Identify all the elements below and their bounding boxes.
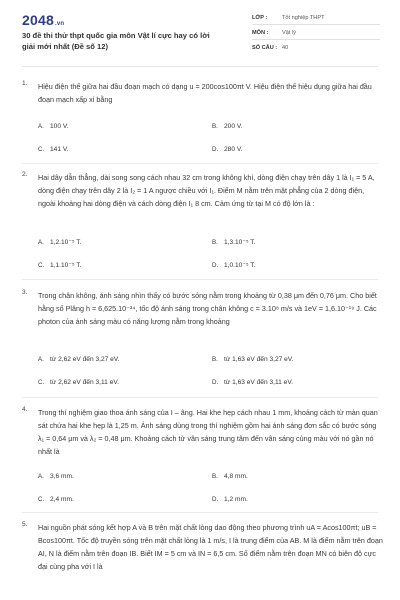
option-text: từ 2,62 eV đến 3,27 eV. xyxy=(50,356,120,363)
option-text: từ 2,62 eV đến 3,11 eV. xyxy=(50,379,119,386)
option-c[interactable] xyxy=(38,379,119,386)
option-text: 1,1.10⁻⁵ T. xyxy=(50,262,82,269)
option-text: 100 V. xyxy=(50,123,69,130)
option-text: 3,6 mm. xyxy=(50,473,74,480)
option-letter: C. xyxy=(38,262,45,269)
question-text: Hai nguồn phát sóng kết hợp A và B trên mặt chất lỏng dao động theo phương trình uA = Acos100πt; uB = Bcos100πt. Tốc độ truyền sóng trên mặt chất lỏng là 1 m/s, I là trung điểm của AB. M là điểm nằm trên đoạn AI, N là điểm nằm trên đoạn IB. Biết IM = 5 cm và IN = 6,5 cm. Số điểm nằm trên đoạn MN có biên độ cực đại cùng pha với I là xyxy=(38,523,383,571)
question-text: Hai dây dẫn thẳng, dài song song cách nhau 32 cm trong không khí, dòng điện chạy trên dây 1 là I₁ = 5 A, dòng điện chạy trên dây 2 là I₂ = 1 A ngược chiều với I₁. Điểm M nằm trên mặt phẳng của 2 dòng điện, ngoài khoảng hai dòng điện và cách dòng điện I₁ 8 cm. Cảm ứng từ tại M có độ lớn là : xyxy=(38,173,375,208)
info-class-label: LỚP : xyxy=(252,15,268,21)
option-b[interactable] xyxy=(212,473,248,480)
info-divider xyxy=(252,39,380,40)
question-divider xyxy=(22,163,378,164)
option-a[interactable] xyxy=(38,238,81,246)
option-text: 4,8 mm. xyxy=(224,473,248,480)
exam-title: 30 đề thi thử thpt quốc gia môn Vật lí cực hay có lời giải mới nhất (Đề số 12) xyxy=(22,31,210,51)
question-text: Trong thí nghiệm giao thoa ánh sáng của I – âng. Hai khe hẹp cách nhau 1 mm, khoảng cách từ màn quan sát chứa hai khe hẹp là 1,25 m. Ánh sáng dùng trong thí nghiệm gồm hai ánh sáng đơn sắc có bước sóng λ₁ = 0,64 μm và λ₂ = 0,48 μm. Khoảng cách từ vân sáng trung tâm đến vân sáng cùng màu với nó gần nó nhất là xyxy=(38,408,378,456)
question-divider xyxy=(22,512,378,513)
option-letter: A. xyxy=(38,356,44,363)
option-letter: B. xyxy=(212,473,218,480)
option-letter: D. xyxy=(212,496,219,503)
question-number: 3. xyxy=(22,289,28,296)
option-a[interactable] xyxy=(38,473,74,480)
question-text: Hiệu điện thế giữa hai đầu đoạn mạch có dạng u = 200cos100πt V. Hiệu điện thế hiệu dụng giữa hai đầu đoạn mạch xấp xỉ bằng xyxy=(38,82,372,104)
option-c[interactable] xyxy=(38,261,81,269)
option-c[interactable] xyxy=(38,496,74,503)
question-divider xyxy=(22,279,378,280)
option-letter: A. xyxy=(38,123,44,130)
option-text: 280 V. xyxy=(224,146,243,153)
option-d[interactable] xyxy=(212,146,242,153)
option-text: từ 1,63 eV đến 3,27 eV. xyxy=(224,356,294,363)
question-number: 5. xyxy=(22,521,28,528)
option-letter: D. xyxy=(212,379,219,386)
option-text: 2,4 mm. xyxy=(50,496,74,503)
option-c[interactable] xyxy=(38,146,68,153)
question-number: 4. xyxy=(22,406,28,413)
page-header xyxy=(0,0,400,62)
option-letter: C. xyxy=(38,146,45,153)
option-b[interactable] xyxy=(212,123,242,130)
option-b[interactable] xyxy=(212,238,255,246)
header-divider xyxy=(22,66,378,67)
option-letter: B. xyxy=(212,239,218,246)
question-text: Trong chân không, ánh sáng nhìn thấy có bước sóng nằm trong khoảng từ 0,38 μm đến 0,76 μm. Cho biết hằng số Plăng h = 6,625.10⁻³⁴, tốc độ ánh sáng trong chân không c = 3.10⁸ m/s và 1eV = 1,6.10⁻¹⁹ J. Các photon của ánh sáng màu có năng lượng nằm trong khoảng xyxy=(38,291,377,326)
option-text: 1,2.10⁻⁵ T. xyxy=(50,239,82,246)
option-text: 1,2 mm. xyxy=(224,496,248,503)
option-letter: C. xyxy=(38,496,45,503)
option-letter: B. xyxy=(212,356,218,363)
question-number: 1. xyxy=(22,80,28,87)
option-letter: D. xyxy=(212,146,219,153)
option-letter: C. xyxy=(38,379,45,386)
question-number: 2. xyxy=(22,171,28,178)
info-divider xyxy=(252,24,380,25)
info-class-value: Tốt nghiệp THPT xyxy=(282,15,325,21)
option-d[interactable] xyxy=(212,379,293,386)
option-letter: A. xyxy=(38,473,44,480)
site-logo[interactable] xyxy=(22,12,64,28)
option-letter: A. xyxy=(38,239,44,246)
option-text: 200 V. xyxy=(224,123,243,130)
option-a[interactable] xyxy=(38,123,68,130)
option-letter: B. xyxy=(212,123,218,130)
option-letter: D. xyxy=(212,262,219,269)
logo-text: 2048 xyxy=(22,12,54,28)
question-divider xyxy=(22,397,378,398)
logo-suffix: .vn xyxy=(54,21,65,27)
info-subject-label: MÔN : xyxy=(252,30,269,36)
option-b[interactable] xyxy=(212,356,293,363)
option-text: 1,0.10⁻⁵ T. xyxy=(224,262,256,269)
info-count-label: SỐ CÂU : xyxy=(252,45,278,51)
info-count-value: 40 xyxy=(282,45,289,51)
info-subject-value: Vật lý xyxy=(282,30,296,36)
option-text: từ 1,63 eV đến 3,11 eV. xyxy=(224,379,293,386)
option-d[interactable] xyxy=(212,496,248,503)
option-d[interactable] xyxy=(212,261,255,269)
option-text: 141 V. xyxy=(50,146,69,153)
option-text: 1,3.10⁻⁵ T. xyxy=(224,239,256,246)
option-a[interactable] xyxy=(38,356,119,363)
